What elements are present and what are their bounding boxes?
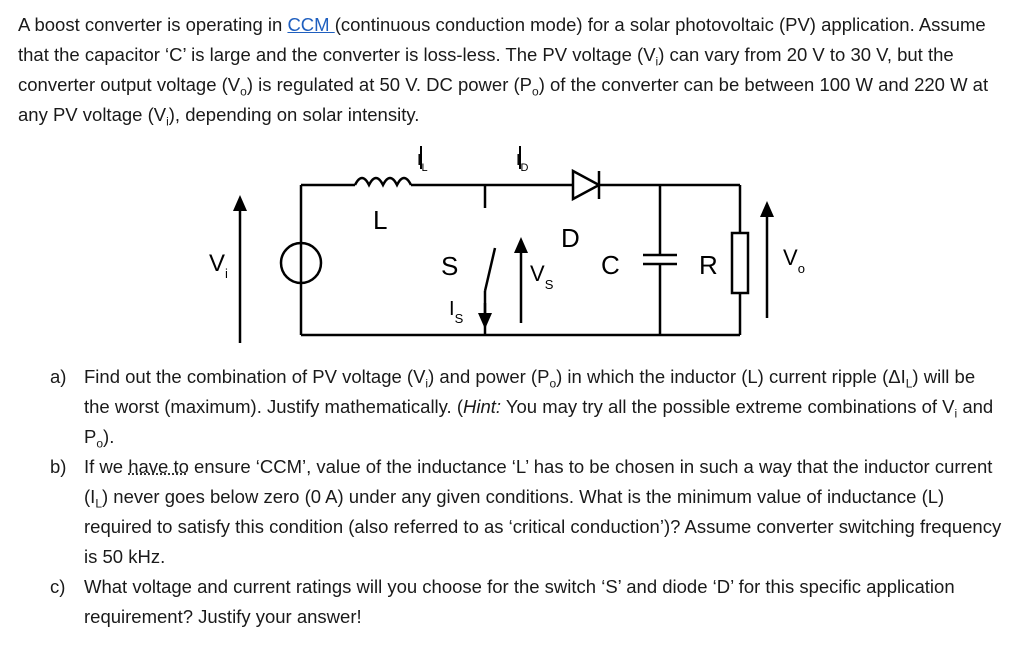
subscript: o (240, 84, 247, 99)
inductor-symbol (355, 178, 411, 185)
label-l: L (373, 205, 388, 235)
question-label: c) (50, 576, 66, 597)
switch-symbol (485, 248, 495, 291)
problem-intro (18, 10, 1013, 130)
hint-label: Hint: (462, 396, 502, 417)
question-text: What voltage and current ratings will you choose for the switch ‘S’ and diode ‘D’ for this specific application requirement? Justify your answer! (84, 576, 955, 627)
subscript: i (166, 114, 169, 129)
question-text: Find out the combination of PV voltage $(V_i)$ and power $(P_o)$ in which the inductor (L) current ripple $(\Delta I_L)$ will be the worst (maximum). Justify mathematically. (Hint: You may try all the possible extreme combinations of $V_i$ and $P_o$). (84, 366, 994, 451)
subscript: o (532, 84, 539, 99)
question-label: a) (50, 366, 67, 387)
label-d: D (561, 223, 580, 253)
vs-arrow-head (514, 237, 528, 253)
spelling-check-underline: have to (128, 456, 189, 477)
intro-text: ) is regulated at 50 V. DC power (P (246, 74, 533, 95)
label-is: $I_S$ (449, 298, 464, 326)
label-vo: $V_o$ (783, 245, 805, 276)
label-c: C (601, 250, 620, 280)
label-s: S (441, 251, 459, 281)
vo-arrow-head (760, 201, 774, 217)
is-arrow-head (478, 313, 492, 329)
vi-arrow-head (233, 195, 247, 211)
boost-converter-circuit (195, 143, 835, 343)
label-vs: $V_S$ (530, 261, 554, 292)
subscript: i (655, 54, 659, 69)
label-il: $I_L$ (417, 152, 428, 174)
label-vi: $V_i$ (209, 250, 228, 281)
question-label: b) (50, 456, 67, 477)
ccm-link[interactable]: CCM (287, 14, 335, 35)
intro-text: A boost converter is operating in (18, 14, 288, 35)
label-r: R (699, 250, 718, 280)
intro-text: ) of the converter can be between 100 W and 220 W at any PV voltage (V (18, 74, 989, 125)
question-text: If we have to ensure ‘CCM’, value of the inductance ‘L’ has to be chosen in such a way that the inductor current $(I_L)$ never goes below zero (0 A) under any given conditions. What is the minimum value of inductance (L) required to satisfy this condition (also referred to as ‘critical conduction’)? Assume converter switching frequency is 50 kHz. (84, 456, 1002, 567)
intro-text: ) can vary from 20 V to 30 V, but the converter output voltage (V (18, 44, 954, 95)
intro-text: (continuous conduction mode) for a solar photovoltaic (PV) application. Assume that the capacitor ‘C’ is large and the converter is loss-less. The PV voltage (V (18, 14, 986, 65)
label-id: $I_D$ (516, 152, 529, 174)
diode-symbol (573, 171, 599, 199)
intro-text: ), depending on solar intensity. (168, 104, 420, 125)
resistor-symbol (732, 233, 748, 293)
